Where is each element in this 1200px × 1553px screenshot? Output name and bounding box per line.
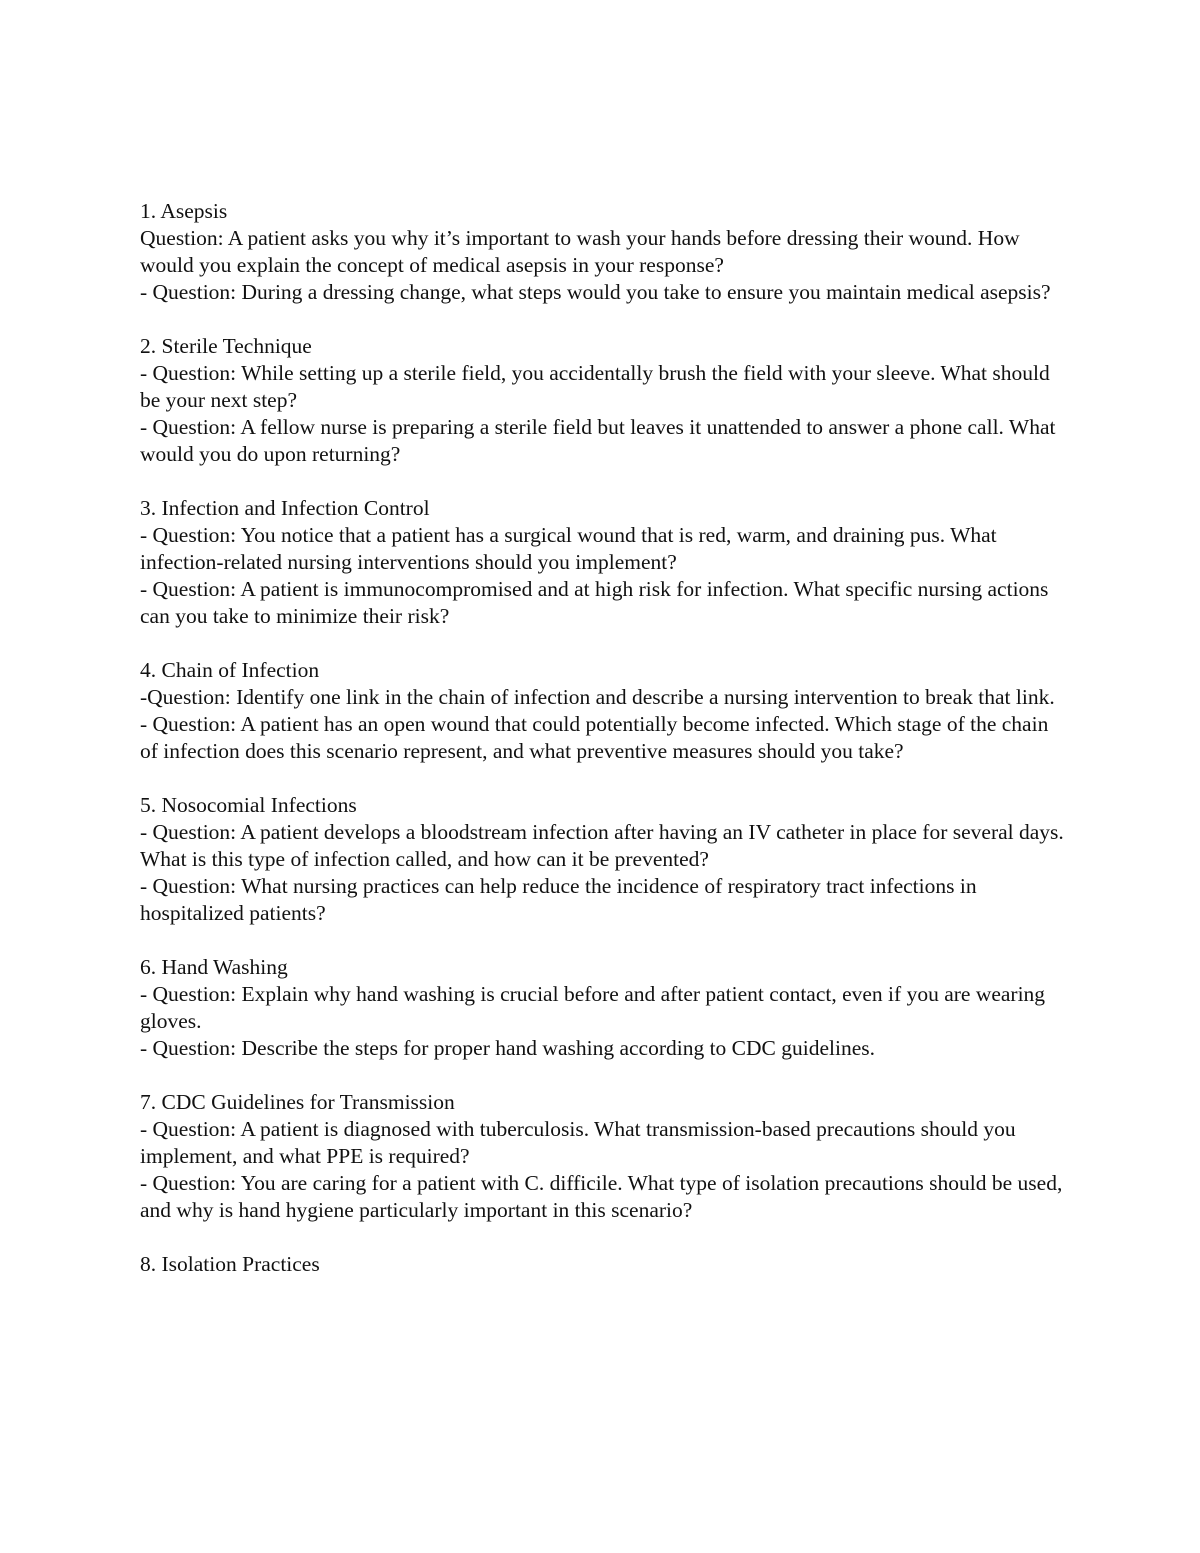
section-heading: 5. Nosocomial Infections [140,793,357,817]
section-heading: 4. Chain of Infection [140,658,320,682]
section-heading: 2. Sterile Technique [140,334,312,358]
question-text: - Question: Describe the steps for proper hand washing according to CDC guidelines. [140,1036,876,1060]
section-asepsis [140,198,1070,306]
section-chain-of-infection [140,657,1070,765]
question-text: - Question: A patient develops a bloodstream infection after having an IV catheter in place for several days. What is this type of infection called, and how can it be prevented? [140,820,1069,871]
section-heading: 8. Isolation Practices [140,1252,320,1276]
section-heading: 1. Asepsis [140,199,228,223]
section-cdc-guidelines [140,1089,1070,1224]
question-text: -Question: Identify one link in the chain of infection and describe a nursing intervention to break that link. [140,685,1055,709]
section-heading: 7. CDC Guidelines for Transmission [140,1090,455,1114]
section-sterile-technique [140,333,1070,468]
section-nosocomial-infections [140,792,1070,927]
question-text: - Question: While setting up a sterile field, you accidentally brush the field with your sleeve. What should be your next step? [140,361,1056,412]
question-text: - Question: What nursing practices can help reduce the incidence of respiratory tract infections in hospitalized patients? [140,874,982,925]
document-body [140,198,1070,1305]
question-text: - Question: A patient is immunocompromised and at high risk for infection. What specific nursing actions can you take to minimize their risk? [140,577,1054,628]
question-text: - Question: You are caring for a patient with C. difficile. What type of isolation precautions should be used, and why is hand hygiene particularly important in this scenario? [140,1171,1068,1222]
question-text: Question: A patient asks you why it’s important to wash your hands before dressing their wound. How would you explain the concept of medical asepsis in your response? [140,226,1025,277]
question-text: - Question: A patient has an open wound that could potentially become infected. Which stage of the chain of infection does this scenario represent, and what preventive measures should you take? [140,712,1054,763]
section-heading: 6. Hand Washing [140,955,288,979]
question-text: - Question: Explain why hand washing is crucial before and after patient contact, even if you are wearing gloves. [140,982,1051,1033]
section-heading: 3. Infection and Infection Control [140,496,430,520]
question-text: - Question: A patient is diagnosed with tuberculosis. What transmission-based precautions should you implement, and what PPE is required? [140,1117,1021,1168]
section-hand-washing [140,954,1070,1062]
question-text: - Question: You notice that a patient has a surgical wound that is red, warm, and draining pus. What infection-related nursing interventions should you implement? [140,523,1003,574]
question-text: - Question: During a dressing change, what steps would you take to ensure you maintain medical asepsis? [140,280,1051,304]
section-isolation-practices [140,1251,1070,1278]
question-text: - Question: A fellow nurse is preparing a sterile field but leaves it unattended to answer a phone call. What would you do upon returning? [140,415,1061,466]
section-infection-control [140,495,1070,630]
